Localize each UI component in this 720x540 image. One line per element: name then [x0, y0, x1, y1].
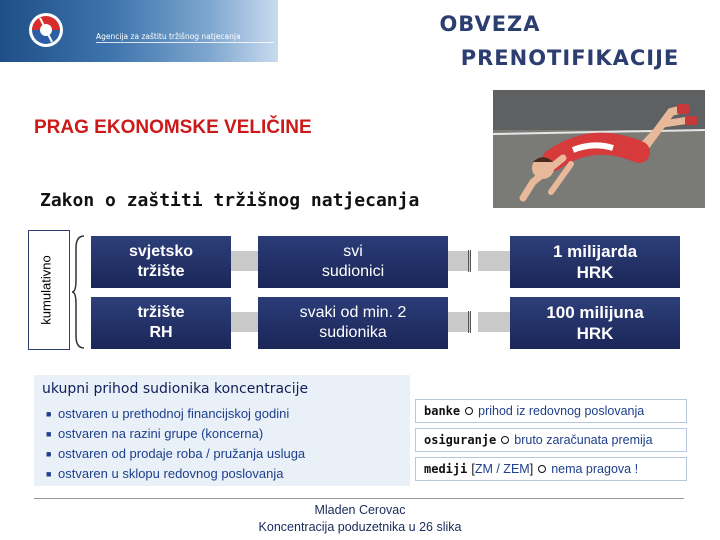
- slide-title: [340, 8, 680, 75]
- row-1-threshold: 1 milijarda HRK: [510, 236, 680, 288]
- list-item: [46, 404, 305, 424]
- sector-desc: bruto zaračunata premija: [514, 433, 653, 447]
- media-law-ref: ZM / ZEM: [474, 462, 530, 476]
- section-subtitle: PRAG EKONOMSKE VELIČINE: [34, 117, 312, 138]
- sector-name: banke: [424, 404, 461, 418]
- high-jump-photo: [493, 90, 705, 208]
- bracket-close: ]: [529, 462, 534, 476]
- footer-divider: [34, 498, 684, 499]
- sector-name: osiguranje: [424, 433, 497, 447]
- agency-banner: [0, 0, 278, 62]
- row-2-separator: [468, 311, 471, 333]
- sector-desc: prihod iz redovnog poslovanja: [478, 404, 645, 418]
- footer-author: Mladen Cerovac: [314, 503, 406, 517]
- list-item: [46, 464, 305, 484]
- circle-icon: [501, 436, 509, 444]
- sector-banks: [415, 399, 687, 423]
- row-2-market: tržište RH: [91, 297, 231, 349]
- bullet-icon: ■: [46, 449, 52, 459]
- row-1-participants: svi sudionici: [258, 236, 448, 288]
- bullet-icon: ■: [46, 469, 52, 479]
- cumulative-label: [35, 230, 57, 350]
- bracket-open: [: [471, 462, 475, 476]
- row-1-separator: [468, 250, 471, 272]
- law-name: Zakon o zaštiti tržišnog natjecanja: [40, 190, 420, 211]
- bullet-icon: ■: [46, 409, 52, 419]
- footer-caption: Koncentracija poduzetnika u 26 slika: [258, 520, 462, 534]
- circle-icon: [538, 465, 546, 473]
- sector-desc: nema pragova !: [551, 462, 639, 476]
- sector-media: [415, 457, 687, 481]
- title-line-2: PRENOTIFIKACIJE: [460, 45, 680, 70]
- athlete-illustration-icon: [493, 90, 705, 208]
- banner-text: Agencija za zaštitu tržišnog natjecanja: [96, 32, 241, 41]
- row-2-threshold: 100 milijuna HRK: [510, 297, 680, 349]
- list-item-text: ostvaren na razini grupe (koncerna): [58, 426, 264, 441]
- summary-heading: ukupni prihod sudionika koncentracije: [42, 381, 309, 397]
- footer: [0, 502, 720, 536]
- cumulative-label-text: kumulativno: [38, 255, 54, 325]
- title-line-1: OBVEZA: [439, 12, 541, 36]
- list-item-text: ostvaren u sklopu redovnog poslovanja: [58, 466, 284, 481]
- agency-logo-icon: [26, 10, 66, 50]
- sector-name: mediji: [424, 462, 468, 476]
- banner-underline: [96, 42, 274, 43]
- list-item: [46, 444, 305, 464]
- circle-icon: [465, 407, 473, 415]
- summary-list: [46, 404, 305, 484]
- list-item-text: ostvaren od prodaje roba / pružanja usluga: [58, 446, 306, 461]
- row-2-participants: svaki od min. 2 sudionika: [258, 297, 448, 349]
- list-item: [46, 424, 305, 444]
- row-1-market: svjetsko tržište: [91, 236, 231, 288]
- sector-insurance: [415, 428, 687, 452]
- bullet-icon: ■: [46, 429, 52, 439]
- left-brace-icon: [72, 234, 88, 350]
- list-item-text: ostvaren u prethodnoj financijskoj godini: [58, 406, 290, 421]
